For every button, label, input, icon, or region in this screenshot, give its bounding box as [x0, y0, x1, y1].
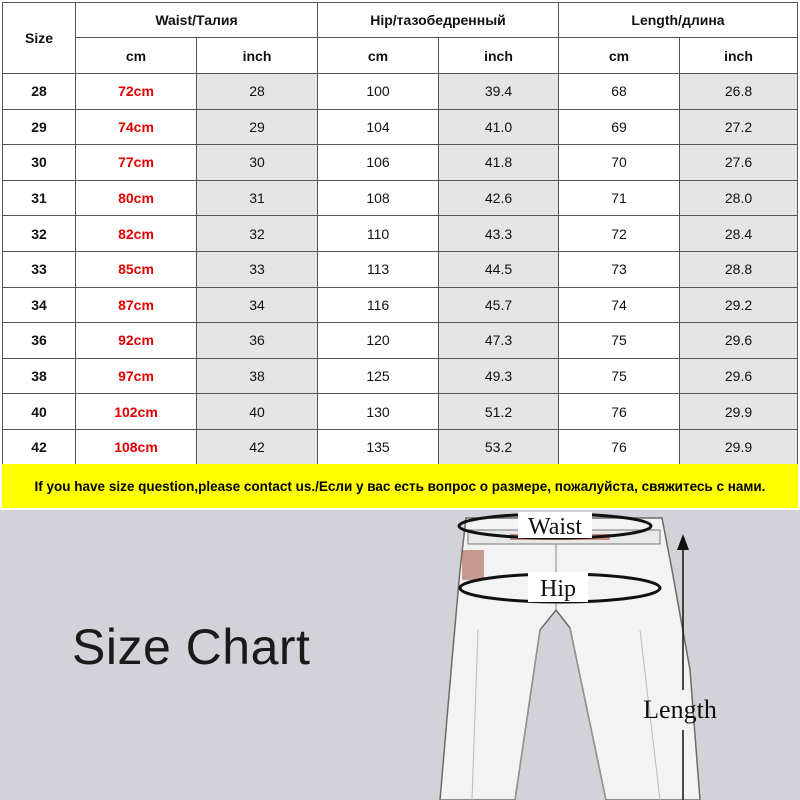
length-inch-cell: 26.8	[680, 74, 798, 110]
waist-cm-cell: 108cm	[76, 429, 197, 465]
waist-cm-cell: 80cm	[76, 180, 197, 216]
waist-inch-cell: 32	[197, 216, 318, 252]
table-row	[3, 180, 798, 216]
size-cell: 33	[3, 251, 76, 287]
waist-inch-cell: 29	[197, 109, 318, 145]
waist-cm-cell: 85cm	[76, 251, 197, 287]
waist-cm-cell: 72cm	[76, 74, 197, 110]
size-cell: 40	[3, 394, 76, 430]
length-inch-cell: 29.6	[680, 323, 798, 359]
length-cm-cell: 74	[559, 287, 680, 323]
waist-cm-cell: 92cm	[76, 323, 197, 359]
waist-cm-cell: 102cm	[76, 394, 197, 430]
hip-inch-cell: 41.0	[439, 109, 559, 145]
hip-cm-cell: 116	[318, 287, 439, 323]
length-arrow-up-icon	[677, 534, 689, 550]
contact-banner: If you have size question,please contact us./Если у вас есть вопрос о размере, пожалуйста, свяжитесь с нами.	[2, 464, 798, 508]
pants-diagram	[0, 510, 800, 800]
hip-inch-cell: 43.3	[439, 216, 559, 252]
size-cell: 30	[3, 145, 76, 181]
length-inch-header: inch	[680, 38, 798, 74]
waist-cm-cell: 74cm	[76, 109, 197, 145]
waist-inch-cell: 31	[197, 180, 318, 216]
length-label: Length	[643, 695, 717, 724]
size-cell: 36	[3, 323, 76, 359]
hip-cm-cell: 135	[318, 429, 439, 465]
size-chart-title: Size Chart	[72, 619, 311, 675]
length-cm-cell: 75	[559, 323, 680, 359]
length-inch-cell: 29.6	[680, 358, 798, 394]
waist-inch-cell: 40	[197, 394, 318, 430]
length-cm-cell: 68	[559, 74, 680, 110]
hip-cm-cell: 100	[318, 74, 439, 110]
size-cell: 29	[3, 109, 76, 145]
hip-cm-cell: 106	[318, 145, 439, 181]
hip-inch-cell: 44.5	[439, 251, 559, 287]
waist-cm-cell: 97cm	[76, 358, 197, 394]
hip-inch-cell: 45.7	[439, 287, 559, 323]
length-cm-cell: 70	[559, 145, 680, 181]
length-inch-cell: 27.2	[680, 109, 798, 145]
length-inch-cell: 28.4	[680, 216, 798, 252]
size-cell: 38	[3, 358, 76, 394]
hip-cm-cell: 113	[318, 251, 439, 287]
size-cell: 34	[3, 287, 76, 323]
hip-inch-cell: 42.6	[439, 180, 559, 216]
length-inch-cell: 29.2	[680, 287, 798, 323]
waist-inch-header: inch	[197, 38, 318, 74]
hip-inch-cell: 53.2	[439, 429, 559, 465]
table-row	[3, 251, 798, 287]
table-row	[3, 74, 798, 110]
length-cm-header: cm	[559, 38, 680, 74]
size-cell: 32	[3, 216, 76, 252]
table-row	[3, 287, 798, 323]
waist-cm-cell: 77cm	[76, 145, 197, 181]
hip-cm-cell: 120	[318, 323, 439, 359]
waist-cm-header: cm	[76, 38, 197, 74]
waist-inch-cell: 34	[197, 287, 318, 323]
table-row	[3, 429, 798, 465]
hip-inch-cell: 49.3	[439, 358, 559, 394]
hip-inch-cell: 47.3	[439, 323, 559, 359]
length-inch-cell: 29.9	[680, 429, 798, 465]
hip-cm-cell: 108	[318, 180, 439, 216]
length-inch-cell: 28.8	[680, 251, 798, 287]
hip-cm-cell: 110	[318, 216, 439, 252]
size-rows	[3, 74, 798, 466]
waist-inch-cell: 38	[197, 358, 318, 394]
length-cm-cell: 72	[559, 216, 680, 252]
waist-inch-cell: 42	[197, 429, 318, 465]
illustration-panel	[0, 510, 800, 800]
waist-inch-cell: 36	[197, 323, 318, 359]
table-row	[3, 216, 798, 252]
length-cm-cell: 76	[559, 394, 680, 430]
length-cm-cell: 73	[559, 251, 680, 287]
waist-inch-cell: 33	[197, 251, 318, 287]
size-cell: 42	[3, 429, 76, 465]
hip-inch-cell: 41.8	[439, 145, 559, 181]
length-inch-cell: 29.9	[680, 394, 798, 430]
length-cm-cell: 76	[559, 429, 680, 465]
waist-label: Waist	[527, 514, 583, 540]
length-group-header: Length/длина	[559, 3, 798, 38]
table-row	[3, 145, 798, 181]
hip-cm-cell: 125	[318, 358, 439, 394]
table-row	[3, 394, 798, 430]
size-header: Size	[3, 3, 76, 74]
waist-group-header: Waist/Талия	[76, 3, 318, 38]
hip-cm-cell: 130	[318, 394, 439, 430]
table-row	[3, 323, 798, 359]
hip-inch-cell: 39.4	[439, 74, 559, 110]
length-inch-cell: 27.6	[680, 145, 798, 181]
length-inch-cell: 28.0	[680, 180, 798, 216]
pocket-patch	[462, 550, 484, 580]
waist-cm-cell: 87cm	[76, 287, 197, 323]
hip-inch-cell: 51.2	[439, 394, 559, 430]
size-cell: 31	[3, 180, 76, 216]
waist-cm-cell: 82cm	[76, 216, 197, 252]
hip-cm-header: cm	[318, 38, 439, 74]
table-row	[3, 358, 798, 394]
length-cm-cell: 71	[559, 180, 680, 216]
hip-cm-cell: 104	[318, 109, 439, 145]
waist-inch-cell: 30	[197, 145, 318, 181]
length-cm-cell: 69	[559, 109, 680, 145]
table-row	[3, 109, 798, 145]
size-table	[2, 2, 798, 466]
hip-group-header: Hip/тазобедренный	[318, 3, 559, 38]
size-cell: 28	[3, 74, 76, 110]
length-cm-cell: 75	[559, 358, 680, 394]
hip-label: Hip	[540, 576, 576, 602]
hip-inch-header: inch	[439, 38, 559, 74]
waist-inch-cell: 28	[197, 74, 318, 110]
